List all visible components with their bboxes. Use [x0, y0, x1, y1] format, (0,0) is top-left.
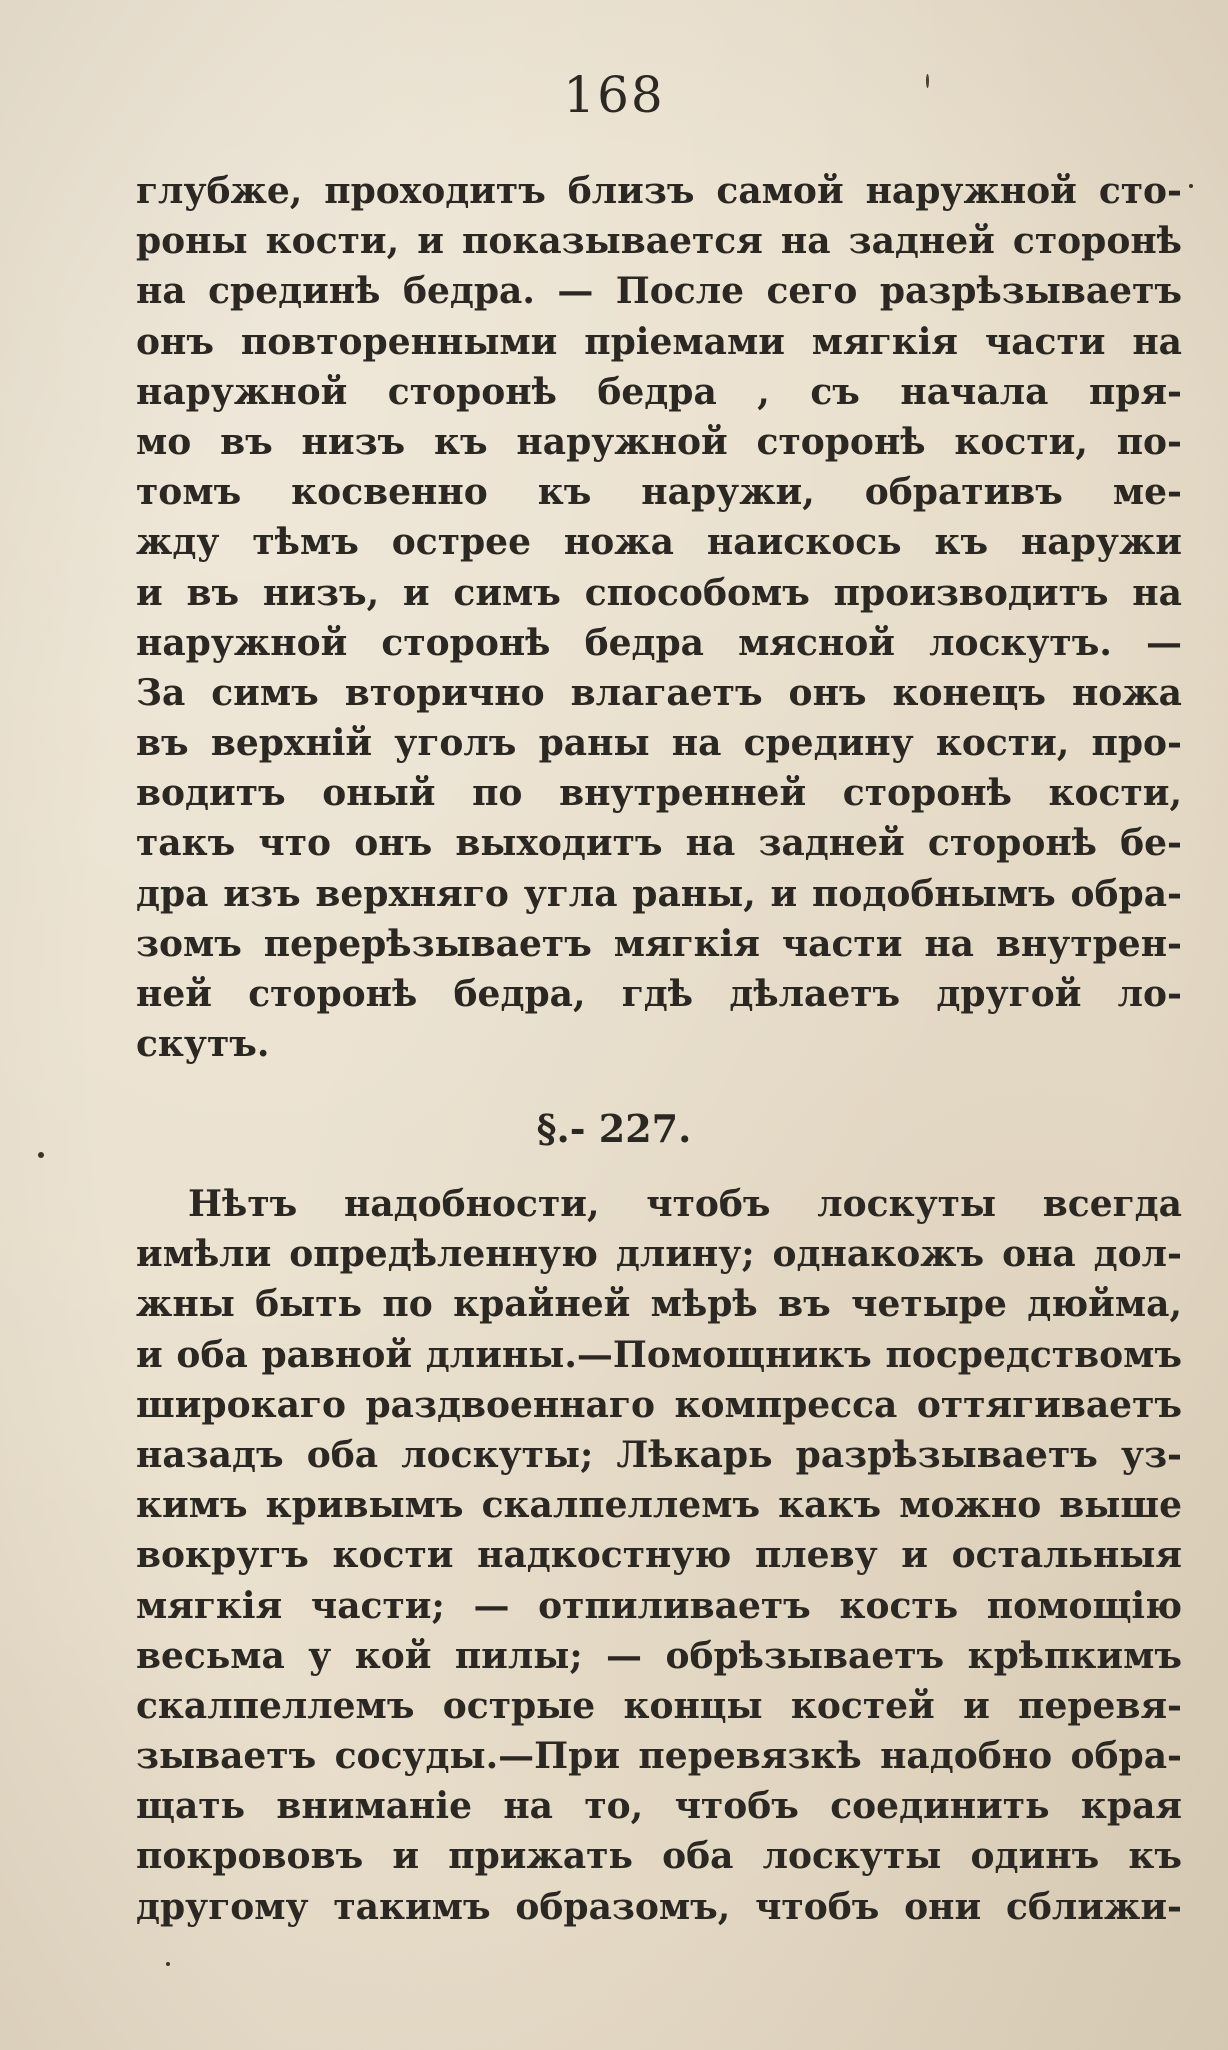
- text-line: жны быть по крайней мѣрѣ въ четыре дюйма,: [136, 1283, 1182, 1326]
- page-number: 168: [563, 66, 665, 124]
- paragraph-2: [136, 1179, 1182, 1932]
- text-line: назадъ оба лоскуты; Лѣкарь разрѣзываетъ уз-: [136, 1433, 1182, 1476]
- text-line: въ верхній уголъ раны на средину кости, про-: [136, 722, 1182, 765]
- text-line: водитъ оный по внутренней сторонѣ кости,: [136, 772, 1182, 815]
- text-line: жду тѣмъ острее ножа наискось къ наружи: [136, 521, 1182, 564]
- text-line: широкаго раздвоеннаго компресса оттягиваетъ: [136, 1383, 1182, 1426]
- text-line: наружной сторонѣ бедра мясной лоскутъ. —: [136, 621, 1182, 664]
- text-line: щать вниманіе на то, чтобъ соединить края: [136, 1785, 1182, 1828]
- text-line: скалпеллемъ острые концы костей и перевя-: [136, 1684, 1182, 1727]
- text-line: дра изъ верхняго угла раны, и подобнымъ обра-: [136, 872, 1182, 915]
- text-line: и оба равной длины.—Помощникъ посредствомъ: [136, 1333, 1182, 1376]
- text-line: За симъ вторично влагаетъ онъ конецъ ножа: [136, 671, 1182, 714]
- text-line: кимъ кривымъ скалпеллемъ какъ можно выше: [136, 1484, 1182, 1527]
- text-line: имѣли опредѣленную длину; однакожъ она дол-: [136, 1233, 1182, 1276]
- text-line: Нѣтъ надобности, чтобъ лоскуты всегда: [188, 1183, 1182, 1225]
- text-line: другому такимъ образомъ, чтобъ они сближи-: [136, 1885, 1182, 1928]
- text-line: скутъ.: [136, 1023, 270, 1066]
- text-line: зомъ перерѣзываетъ мягкія части на внутрен-: [136, 922, 1182, 965]
- text-line: и въ низъ, и симъ способомъ производитъ на: [136, 571, 1182, 614]
- text-line: такъ что онъ выходитъ на задней сторонѣ бе-: [136, 822, 1182, 865]
- paper-speck: [38, 1152, 44, 1158]
- text-line: вокругъ кости надкостную плеву и остальныя: [136, 1534, 1182, 1577]
- text-line: на срединѣ бедра. — После сего разрѣзываетъ: [136, 270, 1182, 313]
- text-line: весьма у кой пилы; — обрѣзываетъ крѣпкимъ: [136, 1634, 1182, 1677]
- section-heading: §.- 227.: [536, 1106, 692, 1151]
- paragraph-1: [136, 166, 1182, 1069]
- text-line: мо въ низъ къ наружной сторонѣ кости, по-: [136, 420, 1182, 463]
- text-line: мягкія части; — отпиливаетъ кость помощію: [136, 1584, 1182, 1627]
- paper-speck: [166, 1962, 170, 1966]
- text-line: глубже, проходитъ близъ самой наружной сто-: [136, 170, 1182, 212]
- paper-speck: [926, 74, 929, 88]
- paper-speck: [1189, 184, 1193, 188]
- text-line: наружной сторонѣ бедра , съ начала пря-: [136, 370, 1182, 413]
- text-line: роны кости, и показывается на задней сторонѣ: [136, 220, 1182, 263]
- text-line: зываетъ сосуды.—При перевязкѣ надобно обра-: [136, 1735, 1182, 1778]
- text-line: покрововъ и прижать оба лоскуты одинъ къ: [136, 1835, 1182, 1878]
- text-line: онъ повторенными пріемами мягкія части на: [136, 320, 1182, 363]
- text-line: томъ косвенно къ наружи, обративъ ме-: [136, 471, 1182, 514]
- text-line: ней сторонѣ бедра, гдѣ дѣлаетъ другой ло-: [136, 973, 1182, 1015]
